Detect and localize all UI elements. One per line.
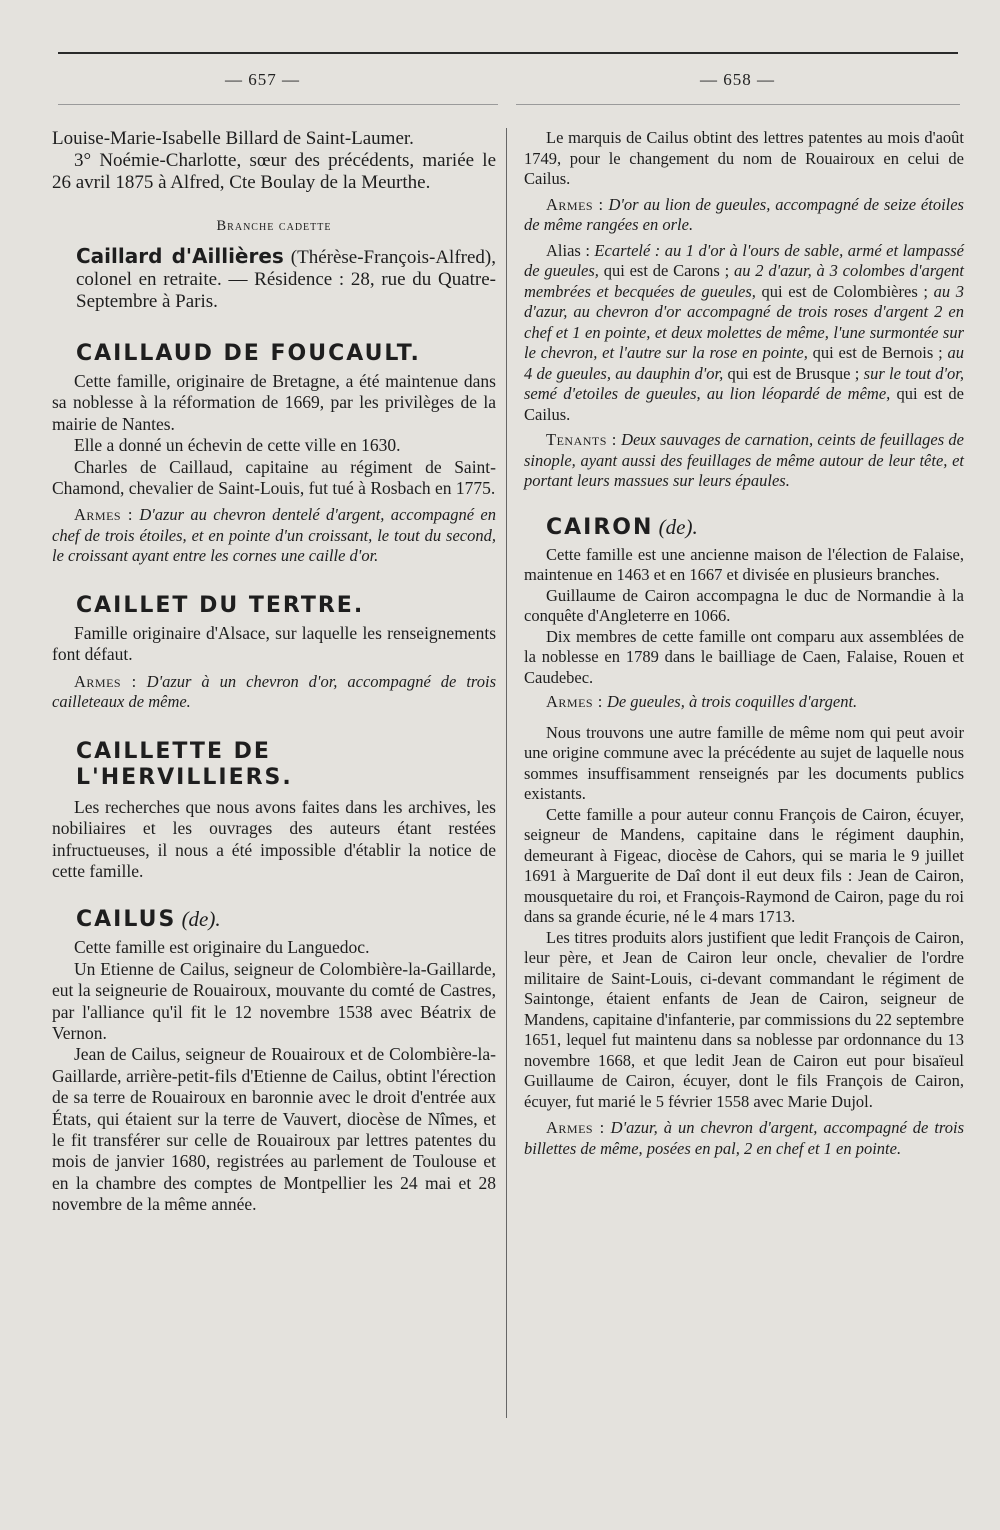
paragraph: Un Etienne de Cailus, seigneur de Colombière-la-Gaillarde, eut la seigneurie de Rouairoux, mouvante du comté de Castres, par l'alliance qu'il fit le 12 novembre 1538 avec Béatrix de Vernon. [52,958,496,1043]
paragraph: Elle a donné un échevin de cette ville en 1630. [74,435,401,456]
arms-cairon-2: Armes : D'azur, à un chevron d'argent, accompagné de trois billettes de même, posées en pal, 2 en chef et 1 en pointe. [524,1118,965,1158]
heading-caillet: CAILLET DU TERTRE. [76,592,365,618]
page-number-left: — 657 — [225,70,300,89]
entry-caillard [76,245,496,313]
heading-cailus: CAILUS (de). [76,907,221,933]
caillard-name: Caillard d'Aillières [76,244,284,268]
caillard-text: (Thérèse-François-Alfred), colonel en retraite. — Résidence : 28, rue du Quatre-Septembre à Paris. [76,247,496,312]
right-column [524,128,964,1159]
left-column [52,128,496,1216]
paragraph: Nous trouvons une autre famille de même nom qui peut avoir une origine commune avec la précédente au sujet de laquelle nous sommes insuffisamment renseignés par les documents publics existants. [524,722,964,803]
heading-caillaud: CAILLAUD DE FOUCAULT. [76,341,421,366]
paragraph: Le marquis de Cailus obtint des lettres patentes au mois d'août 1749, pour le changement du nom de Rouairoux en celui de Cailus. [524,128,964,188]
paragraph: Cette famille est une ancienne maison de l'élection de Falaise, maintenue en 1463 et en 1667 et divisée en plusieurs branches. [524,544,964,584]
arms-cailus: Armes : D'or au lion de gueules, accompagné de seize étoiles de même rangées en orle. [524,194,964,234]
paragraph: Charles de Caillaud, capitaine au régiment de Saint-Chamond, chevalier de Saint-Louis, fut tué à Rosbach en 1775. [52,456,496,499]
continued-text: Louise-Marie-Isabelle Billard de Saint-Laumer. [52,128,414,149]
header-rule-left [58,104,498,105]
arms-cairon: Armes : De gueules, à trois coquilles d'argent. [546,692,858,711]
header-rule-right [516,104,960,105]
paragraph: Dix membres de cette famille ont comparu aux assemblées de la noblesse en 1789 dans le bailliage de Caen, Falaise, Rouen et Caudebec. [524,626,964,687]
paragraph: Cette famille est originaire du Languedoc. [74,937,370,958]
top-rule [58,52,958,54]
paragraph: Les recherches que nous avons faites dans les archives, les nobiliaires et les ouvrages des auteurs étant restées infructueuses, il nous a été impossible d'établir la notice de cette famille. [52,796,496,881]
tenants-cailus: Tenants : Deux sauvages de carnation, ceints de feuillages de sinople, ayant aussi des feuillages de même autour de leur tête, et portant leurs massues sur leurs épaules. [524,430,964,490]
paragraph: Guillaume de Cairon accompagna le duc de Normandie à la conquête d'Angleterre en 1066. [524,585,964,625]
paragraph: Cette famille, originaire de Bretagne, a été maintenue dans sa noblesse à la réformation de 1669, par les privilèges de la mairie de Nantes. [52,371,496,434]
paragraph: Cette famille a pour auteur connu François de Cairon, écuyer, seigneur de Mandens, capitaine dans le régiment dauphin, demeurant à Figeac, diocèse de Cahors, qui se maria le 9 juillet 1691 à Marguerite de Daî dont il eut deux fils : Jean de Cairon, mousquetaire du roi, et François-Raymond de Cairon, page du roi dans sa grande écurie, né le 4 mars 1713. [524,804,964,926]
paragraph: 3° Noémie-Charlotte, sœur des précédents, mariée le 26 avril 1875 à Alfred, Cte Boulay de la Meurthe. [52,150,496,193]
heading-cairon: CAIRON (de). [546,514,698,540]
paragraph: Jean de Cailus, seigneur de Rouairoux et de Colombière-la-Gaillarde, arrière-petit-fils d'Etienne de Cailus, obtint l'érection de sa terre de Rouairoux en baronnie avec le droit d'entrée aux États, qui étaient sur la terre de Vauvert, diocèse de Nîmes, et le fit transférer sur celle de Rouairoux par lettres patentes du mois de janvier 1680, registrées au parlement de Toulouse et en la chambre des comptes de Montpellier les 24 mai et 28 novembre de la même année. [52,1044,496,1215]
alias-cailus: Alias : Ecartelé : au 1 d'or à l'ours de sable, armé et lampassé de gueules, qui est de Carons ; au 2 d'azur, à 3 colombes d'argent membrées et becquées de gueules, qui est de Colombières ; au 3 d'azur, au chevron d'or accompagné de trois roses d'argent 2 en chef et 1 en pointe, et deux molettes de même, l'une surmontée sur le chevron, et l'autre sur la rose en pointe, qui est de Bernois ; au 4 de gueules, au dauphin d'or, qui est de Brusque ; sur le tout d'or, semé d'etoiles de gueules, au lion léopardé de même, qui est de Cailus. [524,240,964,424]
heading-caillette: CAILLETTE DE L'HERVILLIERS. [76,738,293,790]
page-number-right: — 658 — [700,70,775,89]
paragraph: Les titres produits alors justifient que ledit François de Cairon, leur père, et Jean de Cairon leur oncle, chevalier de l'ordre militaire de Saint-Louis, ci-devant commandant le régiment de Saintonge, étaient enfants de Jean de Cairon, seigneur de Mandens, capitaine d'infanterie, par commissions du 22 septembre 1651, lequel fut maintenu dans sa noblesse par ordonnance du 13 novembre 1668, et que ledit Jean de Cairon eut pour bisaïeul Guillaume de Cairon, écuyer, dont le fils François de Cairon, écuyer, fut marié le 5 février 1558 avec Marie Dujol. [524,927,964,1111]
arms-caillet: Armes : D'azur à un chevron d'or, accompagné de trois cailleteaux de même. [52,671,496,712]
paragraph: Famille originaire d'Alsace, sur laquelle les renseignements font défaut. [52,622,496,665]
arms-caillaud: Armes : D'azur au chevron dentelé d'argent, accompagné en chef de trois étoiles, et en pointe d'un croissant, le tout du second, le croissant ayant entre les cornes une caille d'or. [52,505,496,566]
branch-subheading: Branche cadette [216,218,332,234]
column-divider [506,128,507,1418]
